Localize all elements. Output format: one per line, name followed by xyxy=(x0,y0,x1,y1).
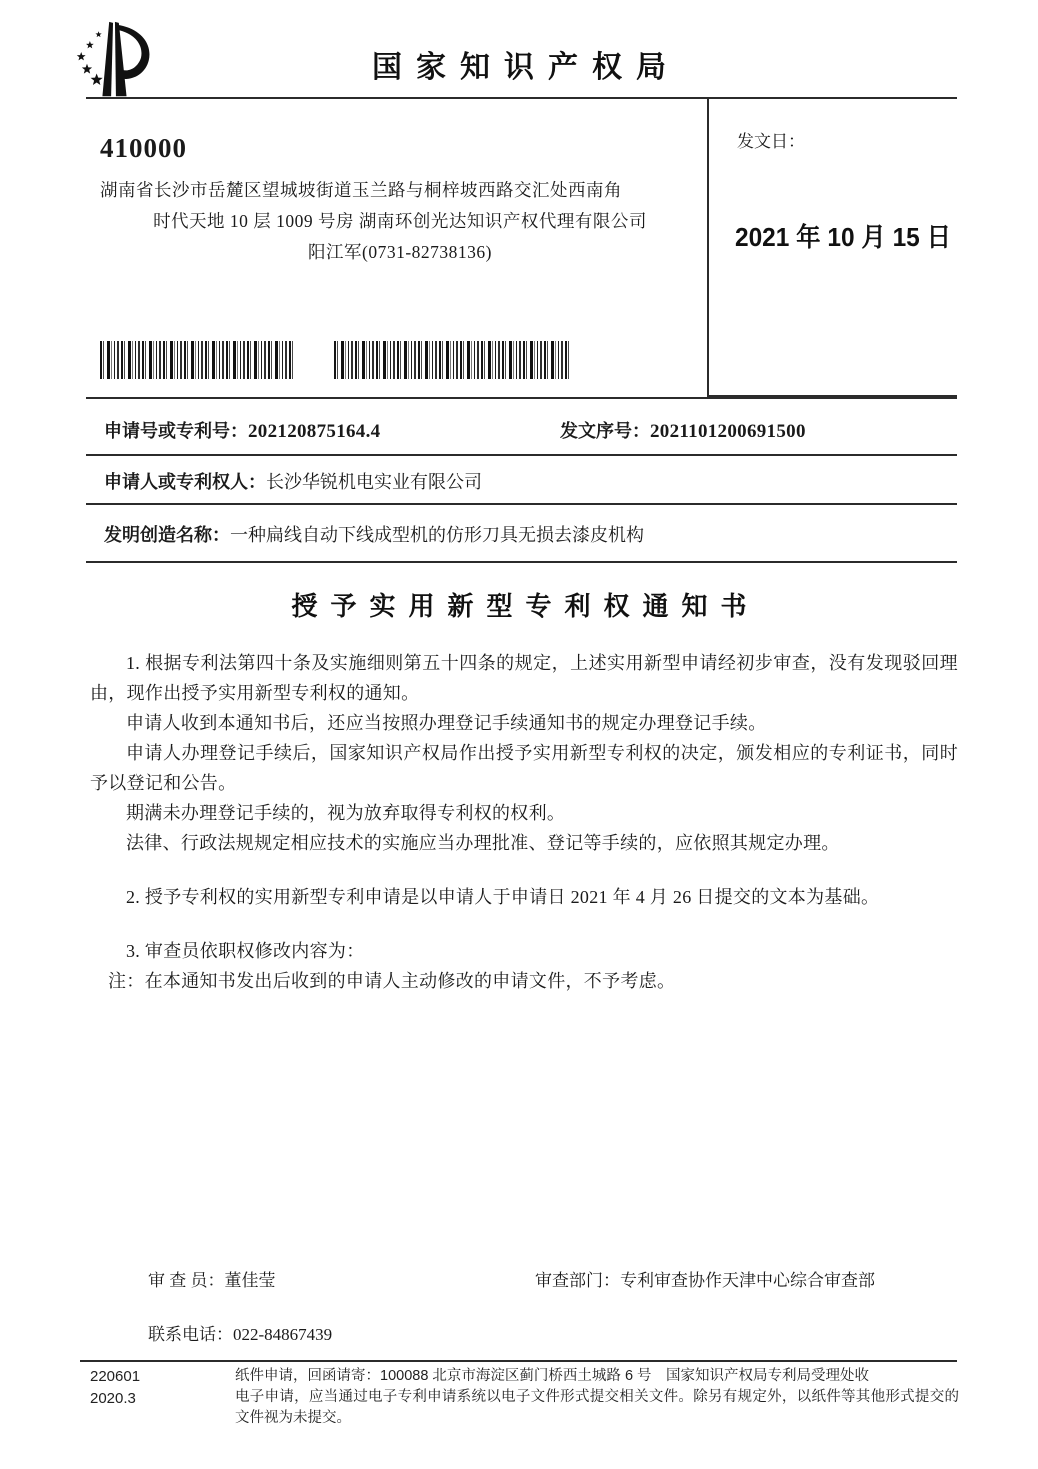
department-row xyxy=(535,1266,875,1291)
paragraph-5: 法律、行政法规规定相应技术的实施应当办理批准、登记等手续的，应依照其规定办理。 xyxy=(126,833,840,853)
address-contact-line: 阳江军(0731-82738136) xyxy=(308,242,492,262)
paragraph-8: 注：在本通知书发出后收到的申请人主动修改的申请文件，不予考虑。 xyxy=(108,971,676,991)
applicant-label: 申请人或专利权人： xyxy=(104,472,266,492)
paragraph-2: 申请人收到本通知书后，还应当按照办理登记手续通知书的规定办理登记手续。 xyxy=(126,713,767,733)
paragraph-6: 2. 授予专利权的实用新型专利申请是以申请人于申请日 2021 年 4 月 26 日提交的文本为基础。 xyxy=(126,887,880,907)
examiner-label: 审 查 员： xyxy=(148,1271,225,1290)
examiner-name: 董佳莹 xyxy=(224,1271,276,1290)
applicant-row xyxy=(104,468,482,494)
department-name: 专利审查协作天津中心综合审查部 xyxy=(620,1271,875,1290)
application-number-row xyxy=(104,417,380,443)
footer-divider xyxy=(80,1360,957,1362)
dispatch-date-box xyxy=(707,99,957,397)
dispatch-number-row xyxy=(560,417,806,443)
paragraph-1: 1. 根据专利法第四十条及实施细则第五十四条的规定，上述实用新型申请经初步审查，没有发现驳回理由，现作出授予实用新型专利权的通知。 xyxy=(90,653,958,703)
footer-notes xyxy=(235,1366,959,1429)
form-code: 220601 xyxy=(90,1368,141,1385)
address-line-1: 湖南省长沙市岳麓区望城坡街道玉兰路与桐梓坡西路交汇处西南角 xyxy=(100,180,622,200)
dispatch-number-label: 发文序号： xyxy=(560,421,650,441)
divider xyxy=(86,561,957,563)
invention-title-row xyxy=(104,521,644,547)
form-codes xyxy=(90,1366,140,1410)
divider xyxy=(86,503,957,505)
phone-row xyxy=(148,1320,332,1345)
dispatch-date-label: 发文日： xyxy=(737,132,805,151)
paragraph-4: 期满未办理登记手续的，视为放弃取得专利权的权利。 xyxy=(126,803,566,823)
notice-body xyxy=(90,648,958,996)
footer-note-paper: 纸件申请，回函请寄：100088 北京市海淀区蓟门桥西土城路 6 号 国家知识产权局专利局受理处收 xyxy=(235,1368,870,1384)
barcode-right xyxy=(334,341,570,379)
phone-number: 022-84867439 xyxy=(233,1325,333,1344)
invention-title-label: 发明创造名称： xyxy=(104,525,230,545)
paragraph-7: 3. 审查员依职权修改内容为： xyxy=(126,941,365,961)
notice-title: 授予实用新型专利权通知书 xyxy=(291,591,760,621)
phone-label: 联系电话： xyxy=(148,1325,233,1344)
divider xyxy=(86,397,957,399)
applicant-value: 长沙华锐机电实业有限公司 xyxy=(266,472,482,492)
divider xyxy=(86,454,957,456)
recipient-block xyxy=(100,133,700,264)
barcode-left xyxy=(100,341,296,379)
invention-title-value: 一种扁线自动下线成型机的仿形刀具无损去漆皮机构 xyxy=(230,525,644,545)
agency-title: 国家知识产权局 xyxy=(372,51,680,84)
paragraph-3: 申请人办理登记手续后，国家知识产权局作出授予实用新型专利权的决定，颁发相应的专利证书，同时予以登记和公告。 xyxy=(90,743,958,793)
address-line-2: 时代天地 10 层 1009 号房 湖南环创光达知识产权代理有限公司 xyxy=(153,211,647,231)
department-label: 审查部门： xyxy=(535,1271,620,1290)
postcode: 410000 xyxy=(100,133,187,163)
form-version: 2020.3 xyxy=(90,1390,136,1407)
dispatch-date-value: 2021 年 10 月 15 日 xyxy=(735,222,952,252)
dispatch-number-value: 2021101200691500 xyxy=(650,421,806,442)
examiner-row xyxy=(148,1266,276,1291)
application-number-value: 202120875164.4 xyxy=(248,421,381,442)
footer-note-electronic: 电子申请，应当通过电子专利申请系统以电子文件形式提交相关文件。除另有规定外，以纸件等其他形式提交的文件视为未提交。 xyxy=(235,1389,959,1426)
application-number-label: 申请号或专利号： xyxy=(104,421,248,441)
